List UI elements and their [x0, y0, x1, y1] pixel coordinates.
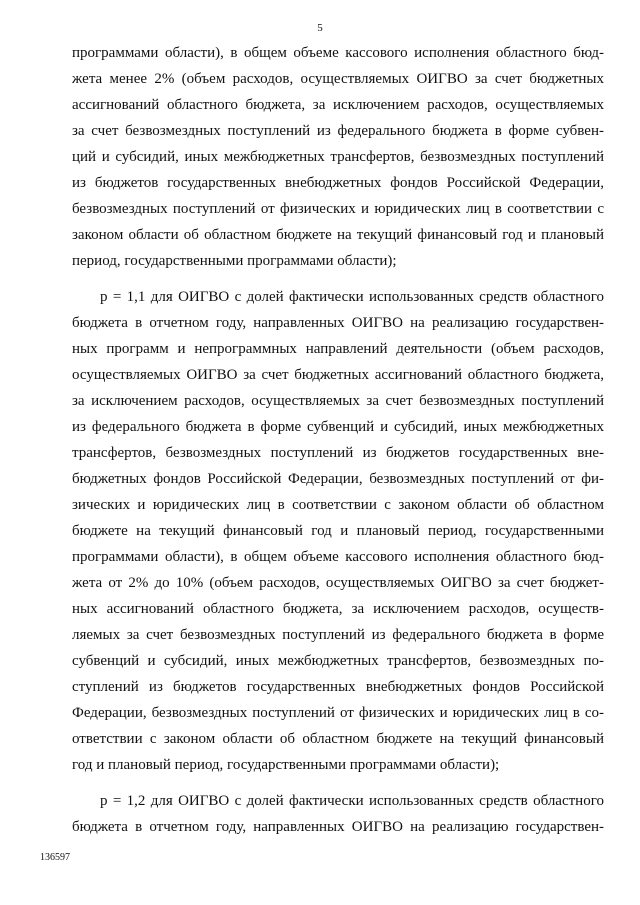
text-line: р = 1,1 для ОИГВО с долей фактически использованных средств областного	[100, 289, 604, 305]
text-line: ных программ и непрограммных направлений деятельности (объем расходов,	[72, 341, 604, 357]
text-line: год и плановый период, государственными программами области);	[72, 757, 500, 773]
text-line: ступлений из бюджетов государственных внебюджетных фондов Российской	[72, 679, 604, 695]
text-line: осуществляемых ОИГВО за счет бюджетных ассигнований областного бюджета,	[72, 367, 604, 383]
text-line: бюджете на текущий финансовый год и плановый период, государственными	[72, 523, 604, 539]
text-line: ассигнований областного бюджета, за исключением расходов, осуществляемых	[72, 97, 604, 113]
text-line: ляемых за счет безвозмездных поступлений из федерального бюджета в форме	[72, 627, 604, 643]
footer-document-code: 136597	[40, 852, 70, 863]
text-line: безвозмездных поступлений от физических и юридических лиц в соответствии с	[72, 201, 604, 217]
text-line: бюджетных фондов Российской Федерации, безвозмездных поступлений от фи-	[72, 471, 604, 487]
text-line: период, государственными программами области);	[72, 253, 397, 269]
text-line: за счет безвозмездных поступлений из федерального бюджета в форме субвен-	[72, 123, 604, 139]
text-line: ций и субсидий, иных межбюджетных трансфертов, безвозмездных поступлений	[72, 149, 604, 165]
text-line: из федерального бюджета в форме субвенций и субсидий, иных межбюджетных	[72, 419, 604, 435]
text-line: ответствии с законом области об областном бюджете на текущий финансовый	[72, 731, 604, 747]
text-line: бюджета в отчетном году, направленных ОИГВО на реализацию государствен-	[72, 315, 604, 331]
text-line: из бюджетов государственных внебюджетных фондов Российской Федерации,	[72, 175, 604, 191]
text-line: зических и юридических лиц в соответствии с законом области об областном	[72, 497, 604, 513]
text-line: программами области), в общем объеме кассового исполнения областного бюд-	[72, 549, 604, 565]
page-number: 5	[317, 22, 323, 34]
text-line: субвенций и субсидий, иных межбюджетных трансфертов, безвозмездных по-	[72, 653, 604, 669]
text-line: р = 1,2 для ОИГВО с долей фактически использованных средств областного	[100, 793, 604, 809]
text-line: трансфертов, безвозмездных поступлений из бюджетов государственных вне-	[72, 445, 604, 461]
text-line: жета менее 2% (объем расходов, осуществляемых ОИГВО за счет бюджетных	[72, 71, 604, 87]
text-line: бюджета в отчетном году, направленных ОИГВО на реализацию государствен-	[72, 819, 604, 835]
text-line: Федерации, безвозмездных поступлений от физических и юридических лиц в со-	[72, 705, 604, 721]
text-line: жета от 2% до 10% (объем расходов, осуществляемых ОИГВО за счет бюджет-	[72, 575, 604, 591]
text-line: ных ассигнований областного бюджета, за исключением расходов, осуществ-	[72, 601, 604, 617]
body-text	[72, 40, 604, 840]
text-line: законом области об областном бюджете на текущий финансовый год и плановый	[72, 227, 604, 243]
text-line: программами области), в общем объеме кассового исполнения областного бюд-	[72, 45, 604, 61]
text-line: за исключением расходов, осуществляемых за счет безвозмездных поступлений	[72, 393, 604, 409]
